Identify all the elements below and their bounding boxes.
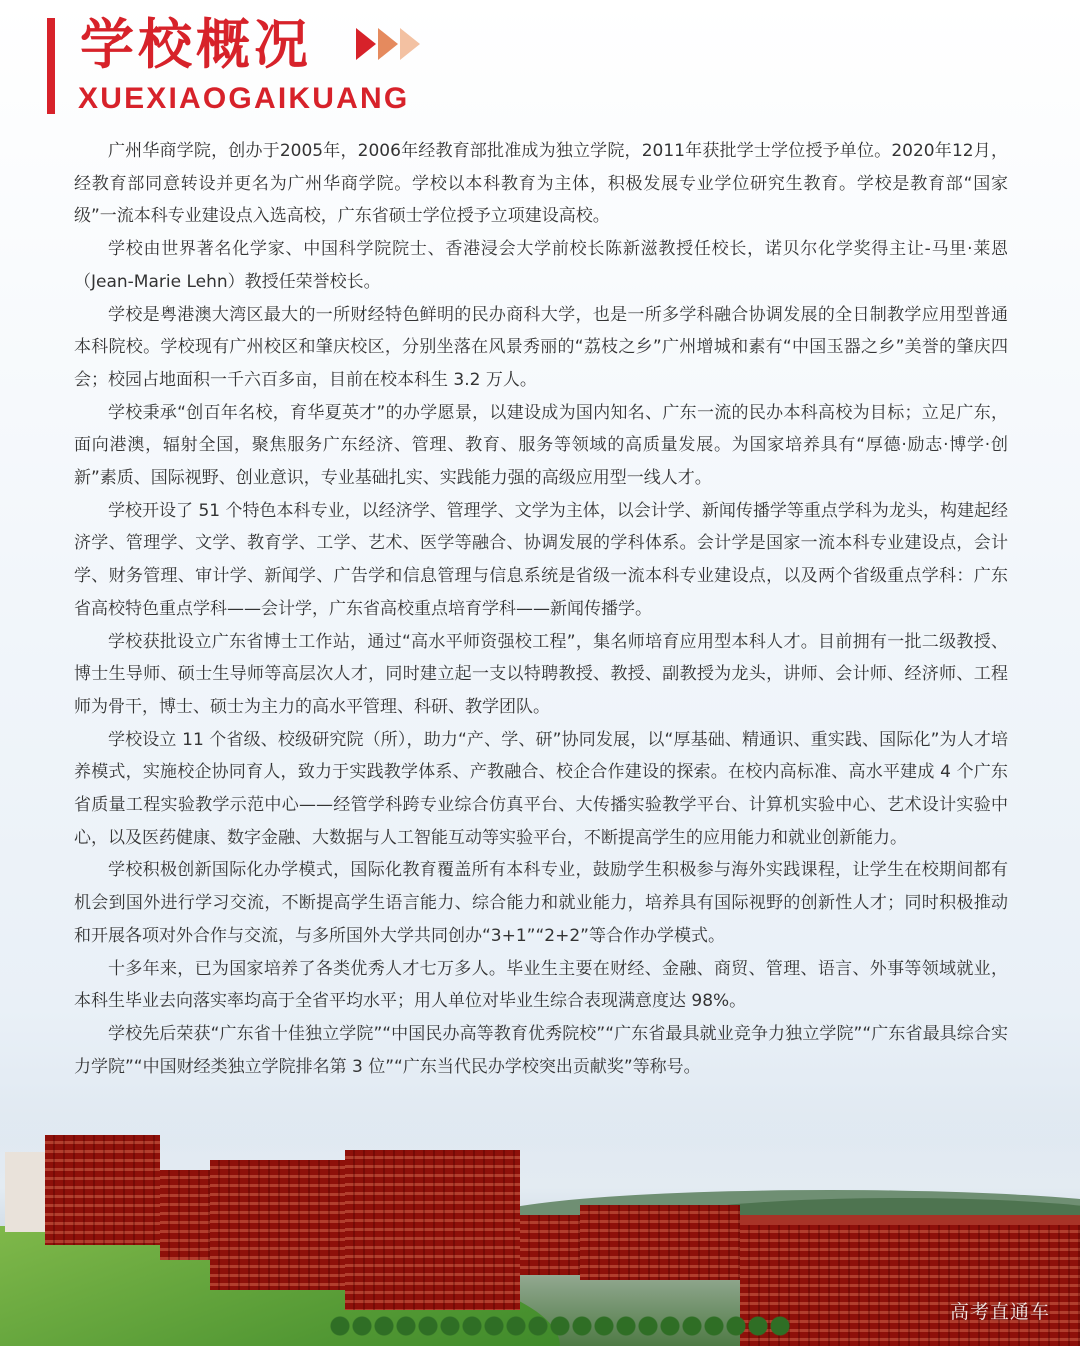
campus-photo: [0, 1120, 1080, 1346]
building: [345, 1150, 520, 1310]
building: [45, 1135, 160, 1245]
roof: [740, 1215, 1080, 1225]
paragraph: 学校获批设立广东省博士工作站，通过“高水平师资强校工程”，集名师培育应用型本科人才。目前拥有一批二级教授、博士生导师、硕士生导师等高层次人才，同时建立起一支以特聘教授、教授、副教授为龙头，讲师、会计师、经济师、工程师为骨干，博士、硕士为主力的高水平管理、科研、教学团队。: [74, 631, 1008, 717]
paragraph: 学校设立 11 个省级、校级研究院（所），助力“产、学、研”协同发展，以“厚基础、精通识、重实践、国际化”为人才培养模式，实施校企协同育人，致力于实践教学体系、产教融合、校企合作建设的探索。在校内高标准、高水平建成 4 个广东省质量工程实验教学示范中心——经管学科跨专业综合仿真平台、大传播实验教学平台、计算机实验中心、艺术设计实验中心，以及医药健康、数字金融、大数据与人工智能互动等实验平台，不断提高学生的应用能力和就业创新能力。: [74, 729, 1008, 848]
paragraph: 学校是粤港澳大湾区最大的一所财经特色鲜明的民办商科大学，也是一所多学科融合协调发展的全日制教学应用型普通本科院校。学校现有广州校区和肇庆校区，分别坐落在风景秀丽的“荔枝之乡”广州增城和素有“中国玉器之乡”美誉的肇庆四会；校园占地面积一千六百多亩，目前在校本科生 3.2 万人。: [74, 304, 1008, 390]
page-title-pinyin: XUEXIAOGAIKUANG: [78, 82, 410, 115]
paragraph: 学校由世界著名化学家、中国科学院院士、香港浸会大学前校长陈新滋教授任校长，诺贝尔化学奖得主让-马里·莱恩（Jean-Marie Lehn）教授任荣誉校长。: [74, 239, 1008, 292]
paragraph: 广州华商学院，创办于2005年，2006年经教育部批准成为独立学院，2011年获批学士学位授予单位。2020年12月，经教育部同意转设并更名为广州华商学院。学校以本科教育为主体，积极发展专业学位研究生教育。学校是教育部“国家级”一流本科专业建设点入选高校，广东省硕士学位授予立项建设高校。: [74, 141, 1008, 227]
page-title: 学校概况: [80, 13, 312, 76]
header-accent-bar: [47, 18, 55, 114]
building: [580, 1205, 740, 1280]
paragraph: 学校积极创新国际化办学模式，国际化教育覆盖所有本科专业，鼓励学生积极参与海外实践课程，让学生在校期间都有机会到国外进行学习交流，不断提高学生语言能力、综合能力和就业能力，培养具有国际视野的创新性人才；同时积极推动和开展各项对外合作与交流，与多所国外大学共同创办“3+1”“2+2”等合作办学模式。: [74, 860, 1008, 946]
paragraph: 学校秉承“创百年名校，育华夏英才”的办学愿景，以建设成为国内知名、广东一流的民办本科高校为目标；立足广东，面向港澳，辐射全国，聚焦服务广东经济、管理、教育、服务等领域的高质量发展。为国家培养具有“厚德·励志·博学·创新”素质、国际视野、创业意识，专业基础扎实、实践能力强的高级应用型一线人才。: [74, 402, 1008, 489]
paragraph: 十多年来，已为国家培养了各类优秀人才七万多人。毕业生主要在财经、金融、商贸、管理、语言、外事等领域就业，本科生毕业去向落实率均高于全省平均水平；用人单位对毕业生综合表现满意度达 98%。: [74, 958, 1008, 1012]
building: [740, 1215, 1080, 1346]
paragraph: 学校开设了 51 个特色本科专业，以经济学、管理学、文学为主体，以会计学、新闻传播学等重点学科为龙头，构建起经济学、管理学、文学、教育学、工学、艺术、医学等融合、协调发展的学科体系。会计学是国家一流本科专业建设点，会计学、财务管理、审计学、新闻学、广告学和信息管理与信息系统是省级一流本科专业建设点，以及两个省级重点学科：广东省高校特色重点学科——会计学，广东省高校重点培育学科——新闻传播学。: [74, 500, 1008, 619]
body-text: [74, 135, 1008, 1083]
building: [210, 1160, 345, 1290]
watermark: 高考直通车: [949, 1301, 1050, 1323]
arrow-icon: [356, 28, 376, 60]
arrow-icon: [400, 28, 420, 60]
trees: [330, 1306, 790, 1346]
building: [160, 1170, 215, 1260]
building: [520, 1215, 580, 1275]
title-arrows: [356, 28, 420, 60]
arrow-icon: [378, 28, 398, 60]
paragraph: 学校先后荣获“广东省十佳独立学院”“中国民办高等教育优秀院校”“广东省最具就业竞争力独立学院”“广东省最具综合实力学院”“中国财经类独立学院排名第 3 位”“广东当代民办学校突出贡献奖”等称号。: [74, 1023, 1008, 1077]
building: [5, 1152, 45, 1232]
